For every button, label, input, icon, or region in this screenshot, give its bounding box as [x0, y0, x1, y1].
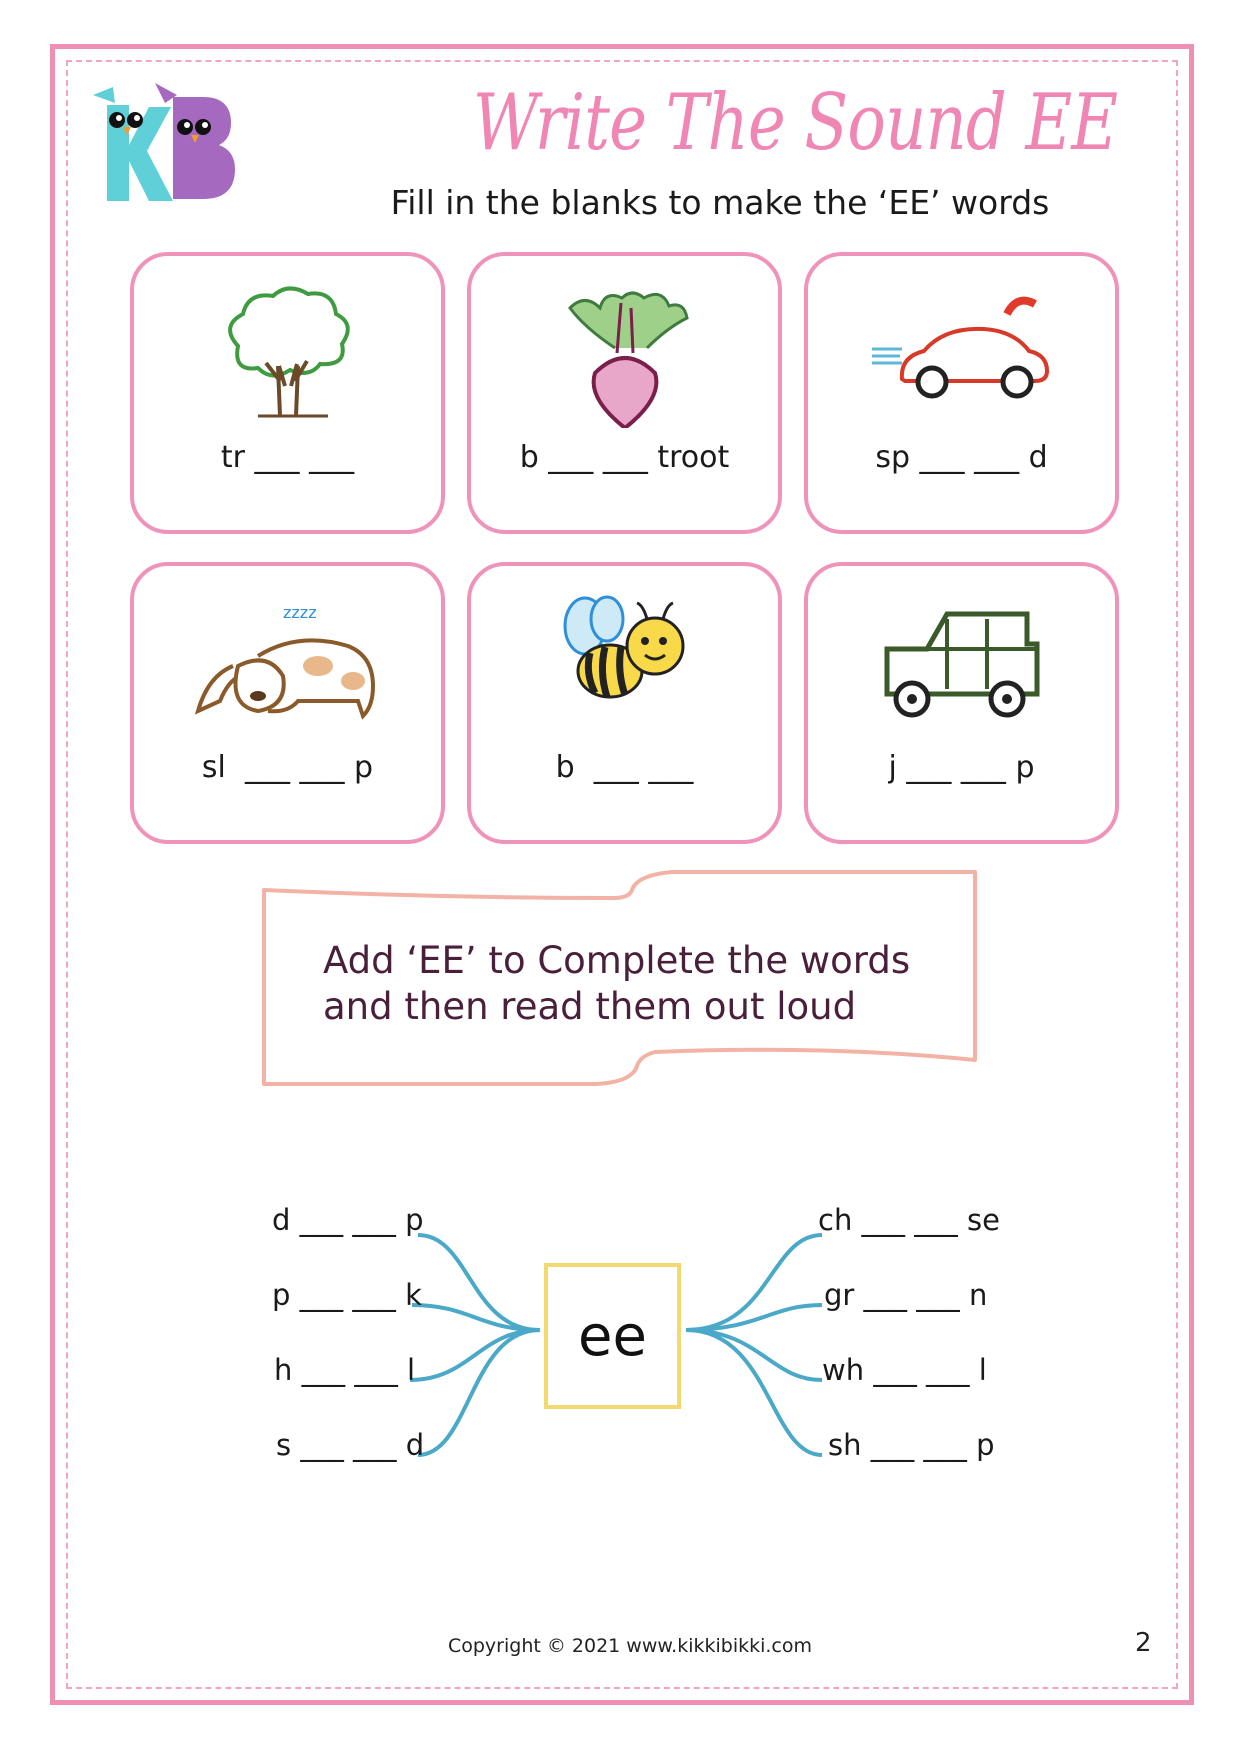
bee-icon: [545, 591, 705, 721]
web-word-right: wh ___ ___ l: [822, 1353, 987, 1387]
jeep-icon: [877, 594, 1047, 724]
center-ee-box: ee: [544, 1263, 681, 1409]
instruction-text: [323, 938, 923, 1030]
web-word-right: sh ___ ___ p: [828, 1428, 995, 1462]
card-beetroot: [467, 252, 782, 534]
card-sleeping-dog: [130, 562, 445, 844]
card-bee: [467, 562, 782, 844]
beetroot-icon: [555, 278, 695, 428]
web-word-left: d ___ ___ p: [272, 1203, 424, 1237]
card-word: b ___ ___ troot: [519, 440, 730, 475]
card-word: b ___ ___: [555, 750, 694, 785]
card-word: sp ___ ___ d: [875, 440, 1048, 475]
page-subtitle: Fill in the blanks to make the ‘EE’ words: [390, 183, 1050, 222]
card-word: sl ___ ___ p: [201, 750, 374, 785]
web-word-right: gr ___ ___ n: [824, 1278, 988, 1312]
kb-logo: [85, 75, 255, 215]
web-word-left: p ___ ___ k: [272, 1278, 422, 1312]
svg-text:zzzz: zzzz: [282, 603, 317, 622]
tree-icon: [213, 286, 363, 426]
card-jeep: [804, 562, 1119, 844]
instruction-line-1: Add ‘EE’ to Complete the words: [323, 939, 911, 982]
page-number: 2: [1135, 1628, 1152, 1658]
web-word-left: s ___ ___ d: [276, 1428, 425, 1462]
card-word: j ___ ___ p: [888, 750, 1035, 785]
sleeping-dog-icon: [188, 596, 388, 726]
card-race-car: [804, 252, 1119, 534]
instruction-line-2: and then read them out loud: [323, 985, 857, 1028]
web-word-left: h ___ ___ l: [274, 1353, 416, 1387]
page-title: Write The Sound EE: [472, 78, 1118, 168]
race-car-icon: [867, 284, 1057, 404]
card-word: tr ___ ___: [220, 440, 355, 475]
copyright-text: Copyright © 2021 www.kikkibikki.com: [447, 1635, 813, 1657]
web-word-right: ch ___ ___ se: [818, 1203, 1000, 1237]
card-tree: [130, 252, 445, 534]
